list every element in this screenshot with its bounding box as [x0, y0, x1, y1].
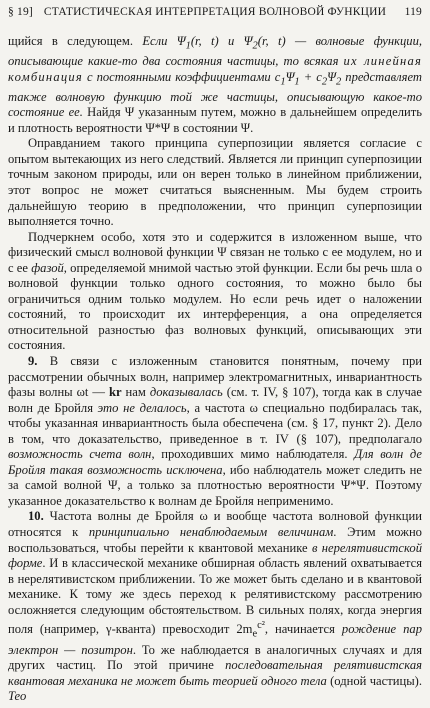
page-body — [8, 34, 422, 705]
italic-text: 1 — [185, 40, 191, 52]
italic-text: возможность счета волн — [8, 447, 152, 462]
italic-text: Ψ — [327, 69, 336, 84]
italic-text: с постоянными коэффициентами c — [82, 69, 281, 84]
paragraph — [8, 136, 422, 229]
paragraph — [8, 230, 422, 354]
paragraph — [8, 509, 422, 704]
text-run: Оправданием такого принципа суперпозиции является согласие с опытом вытекающих из него следствий. Является ли принцип суперпозиции точным законом природы, или он верен только в линейном приближении, этот вопрос не может считаться выясненным. Мы будем строить дальнейшую теорию в предположении, что принцип суперпозиции выполняется точно. — [8, 136, 422, 229]
text-run: (одной частицы). — [326, 673, 422, 688]
italic-text: представляет также волновую функцию той же частицы, описывающую какое-то состояние ее. — [8, 69, 422, 120]
text-run: . И в классической механике обширная область явлений охватывается в нерелятивистском приближении. То же может быть сделано и в квантовой механике. К тому же здесь переход к релятивистскому рассмотрению осложняется следующим обстоятельством. В сильных полях, когда энергия поля (например, γ-кванта) превосходит 2m — [8, 556, 422, 637]
text-run: . Этим можно воспользоваться, чтобы перейти к квантовой механике — [8, 524, 422, 555]
bold-text: 9. — [28, 353, 38, 368]
italic-text: фазой — [31, 260, 64, 275]
italic-text: в нерелятивистской форме — [8, 540, 422, 571]
text-run: c² — [257, 620, 265, 632]
text-run: (см. т. IV, § 107), тогда как в случае волн де Бройля — [8, 385, 422, 415]
italic-text: (r, t) — волновые функции, описывающие какие-то два состояния частицы, то всякая — [8, 34, 423, 69]
page-number: 119 — [404, 6, 422, 18]
italic-text: 1 — [294, 76, 300, 88]
italic-text: доказывалась — [149, 385, 223, 400]
text-run: нам — [121, 385, 150, 400]
italic-text: их линейная комбинация — [8, 54, 422, 84]
bold-text: kr — [108, 385, 122, 400]
bold-text: 10. — [28, 509, 44, 524]
italic-text: 2 — [321, 76, 328, 88]
running-header — [8, 6, 422, 22]
text-run: , а частота ω специально подбиралась так, чтобы указанная инвариантность была обеспечена (см. § 17, пункт 2). Дело в том, что доказательство, приведенное в т. IV (§ 107), предполагало — [8, 400, 422, 446]
text-run: , ибо наблюдатель может следить не за самой волной Ψ, а только за плотностью вероятности Ψ*Ψ. Поэтому указанное доказательство к волнам де Бройля неприменимо. — [8, 462, 422, 508]
italic-text: рождение пар электрон — позитрон — [8, 622, 422, 657]
text-run: , начинается — [264, 622, 342, 637]
italic-text: (r, t) и Ψ — [190, 34, 253, 48]
text-run: Найдя Ψ указанным путем, можно в дальнейшем определить и плотность вероятности Ψ*Ψ в состоянии Ψ. — [8, 105, 423, 135]
text-run: e — [252, 628, 258, 640]
text-run: Подчеркнем особо, хотя это и содержится в изложенном выше, что физический смысл волновой функции Ψ связан не только с ее модулем, но и с ее — [8, 229, 422, 275]
section-label: § 19] — [8, 6, 33, 18]
text-run: , проходивших мимо наблюдателя. — [151, 447, 355, 462]
running-title: СТАТИСТИЧЕСКАЯ ИНТЕРПРЕТАЦИЯ ВОЛНОВОЙ ФУНКЦИИ — [43, 6, 387, 18]
italic-text: + c — [299, 69, 322, 84]
italic-text: Если Ψ — [142, 34, 186, 48]
italic-text: 1 — [280, 76, 286, 88]
italic-text: это не делалось — [97, 400, 187, 415]
italic-text: 2 — [252, 40, 258, 52]
italic-text: принципиально ненаблюдаемым величинам — [88, 524, 334, 539]
paragraph — [8, 34, 422, 136]
italic-text: Ψ — [285, 69, 295, 84]
text-run: Частота волны де Бройля ω и вообще частота волновой функции относятся к — [8, 509, 422, 539]
text-run: щийся в следующем. — [8, 34, 143, 48]
text-run: . То же наблюдается в аналогичных случаях и для других частиц. По этой причине — [8, 642, 422, 673]
italic-text: 2 — [335, 76, 342, 88]
text-run: , определяемой мнимой частью этой функции. Если бы речь шла о волновой функции только одного состояния, то можно было бы ограничиться одним только модулем. Но если речь идет о наложении состояний, то происходит их интерференция, а она определяется относительной разностью фаз волновых функций, описывающих эти состояния. — [8, 260, 422, 353]
italic-text: последовательная релятивистская квантовая механика не может быть теорией одного тела — [8, 658, 423, 688]
italic-text: Для волн де Бройля такая возможность исключена — [8, 447, 422, 477]
italic-text: Тео — [8, 689, 27, 704]
text-run: В связи с изложенным становится понятным, почему при рассмотрении обычных волн, например электромагнитных, инвариантность фазы волны ωt — — [8, 353, 422, 400]
paragraph — [8, 354, 422, 509]
